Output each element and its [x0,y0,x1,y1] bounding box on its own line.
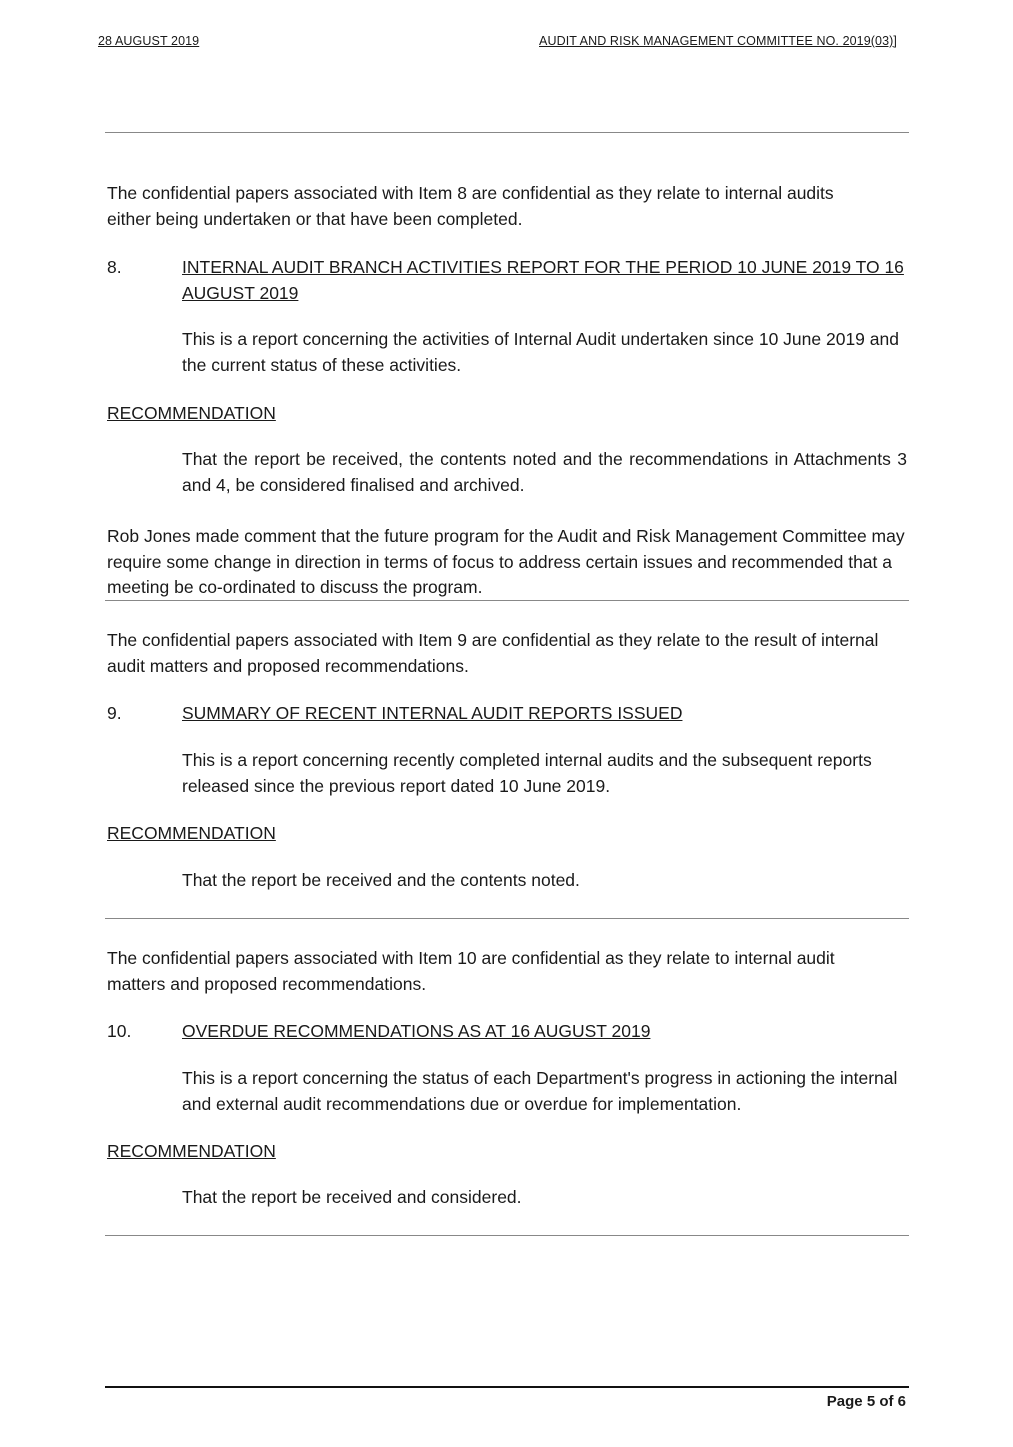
item-8-comment: Rob Jones made comment that the future program for the Audit and Risk Management Committee may require some change in direction in terms of focus to address certain issues and recommended that a meeting be co-ordinated to discuss the program. [107,526,905,597]
divider [105,132,909,133]
header-date: 28 AUGUST 2019 [98,34,200,48]
item-10-recommendation-heading: RECOMMENDATION [107,1141,276,1161]
item-9-title: SUMMARY OF RECENT INTERNAL AUDIT REPORTS ISSUED [182,703,683,723]
item-8-recommendation: That the report be received, the contents noted and the recommendations in Attachments 3 and 4, be considered finalised and archived. [182,449,907,495]
item-10-confidential-note: The confidential papers associated with Item 10 are confidential as they relate to internal audit matters and proposed recommendations. [107,948,835,994]
item-9-description: This is a report concerning recently completed internal audits and the subsequent reports released since the previous report dated 10 June 2019. [182,750,872,796]
footer-rule [105,1386,909,1388]
item-8-confidential-note: The confidential papers associated with Item 8 are confidential as they relate to internal audits either being undertaken or that have been completed. [107,183,834,229]
item-10-number: 10. [107,1021,132,1041]
header-committee-title: AUDIT AND RISK MANAGEMENT COMMITTEE NO. 2019(03)] [539,34,897,48]
item-8-number: 8. [107,257,122,277]
item-9-confidential-note: The confidential papers associated with Item 9 are confidential as they relate to the result of internal audit matters and proposed recommendations. [107,630,879,676]
item-9-number: 9. [107,703,122,723]
page-number: Page 5 of 6 [826,1393,906,1410]
item-9-recommendation: That the report be received and the contents noted. [182,870,580,890]
item-10-recommendation: That the report be received and considered. [182,1187,522,1207]
item-10-title: OVERDUE RECOMMENDATIONS AS AT 16 AUGUST 2019 [182,1021,651,1041]
item-9-recommendation-heading: RECOMMENDATION [107,823,276,843]
divider [105,918,909,919]
divider [105,1235,909,1236]
item-8-description: This is a report concerning the activities of Internal Audit undertaken since 10 June 2019 and the current status of these activities. [182,329,899,375]
divider [105,600,909,601]
item-10-description: This is a report concerning the status of each Department's progress in actioning the internal and external audit recommendations due or overdue for implementation. [182,1068,898,1114]
item-8-recommendation-heading: RECOMMENDATION [107,403,276,423]
item-8-title: INTERNAL AUDIT BRANCH ACTIVITIES REPORT FOR THE PERIOD 10 JUNE 2019 TO 16 AUGUST 2019 [182,257,904,303]
